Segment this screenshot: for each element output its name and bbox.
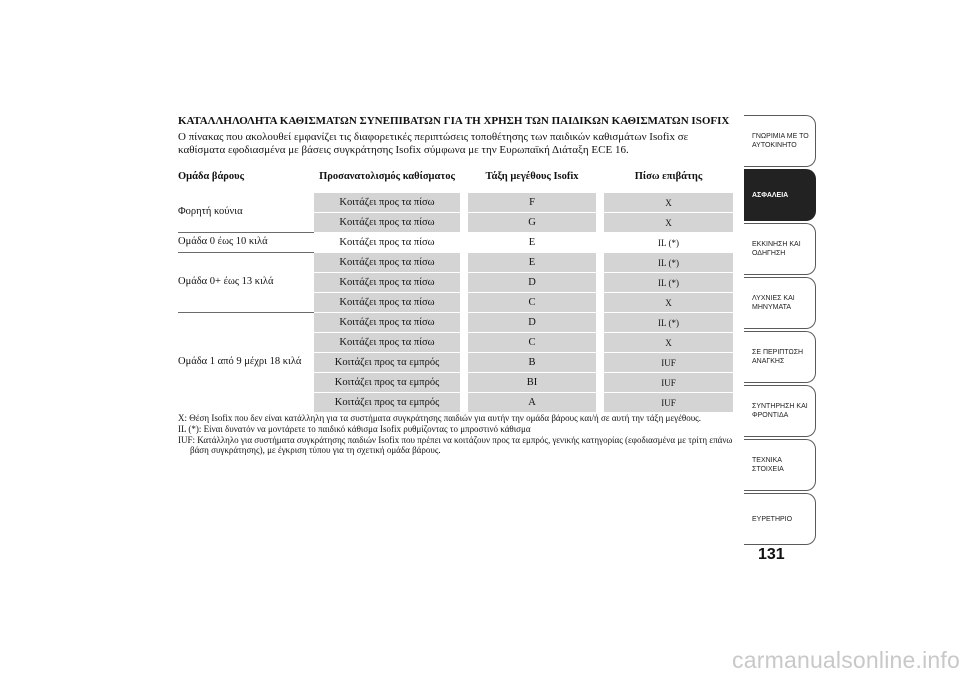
orientation-cell: Κοιτάζει προς τα πίσω <box>314 292 460 312</box>
size-cell: E <box>468 252 596 272</box>
page-title: ΚΑΤΑΛΛΗΛΟΛΗΤΑ ΚΑΘΙΣΜΑΤΩΝ ΣΥΝΕΠΙΒΑΤΩΝ ΓΙΑ ΤΗ ΧΡΗΣΗ ΤΩΝ ΠΑΙΔΙΚΩΝ ΚΑΘΙΣΜΑΤΩΝ ISOFIX <box>178 115 730 127</box>
tab-maintenance[interactable]: ΣΥΝΤΗΡΗΣΗ ΚΑΙ ΦΡΟΝΤΙΔΑ <box>744 385 816 437</box>
rear-cell: X <box>604 332 733 352</box>
rear-cell: X <box>604 292 733 312</box>
rear-cell: IUF <box>604 392 733 412</box>
size-cell: A <box>468 392 596 412</box>
rear-cell: IL (*) <box>604 272 733 292</box>
orientation-cell: Κοιτάζει προς τα πίσω <box>314 212 460 232</box>
rear-cell: X <box>604 212 733 232</box>
orientation-cell: Κοιτάζει προς τα πίσω <box>314 312 460 332</box>
weight-group-cell: Ομάδα 1 από 9 μέχρι 18 κιλά <box>178 312 314 412</box>
tab-index[interactable]: ΕΥΡΕΤΗΡΙΟ <box>744 493 816 545</box>
size-cell: C <box>468 292 596 312</box>
size-cell: G <box>468 212 596 232</box>
rear-cell: IL (*) <box>604 312 733 332</box>
header-rear-passenger: Πίσω επιβάτης <box>634 171 703 182</box>
header-weight-group: Ομάδα βάρους <box>178 171 245 182</box>
orientation-cell: Κοιτάζει προς τα πίσω <box>314 232 460 252</box>
orientation-cell: Κοιτάζει προς τα πίσω <box>314 192 460 212</box>
table-row <box>178 312 733 332</box>
table-notes <box>178 413 733 456</box>
tab-warning-lights[interactable]: ΛΥΧΝΙΕΣ ΚΑΙ ΜΗΝΥΜΑΤΑ <box>744 277 816 329</box>
table-row <box>178 252 733 272</box>
note-x: X: Θέση Isofix που δεν είναι κατάλληλη για τα συστήματα συγκράτησης παιδιών για αυτήν την ομάδα βάρους και/ή σε αυτή την τάξη μεγέθους. <box>178 413 701 423</box>
tab-emergency[interactable]: ΣΕ ΠΕΡΙΠΤΩΣΗ ΑΝΑΓΚΗΣ <box>744 331 816 383</box>
size-cell: F <box>468 192 596 212</box>
rear-cell: IUF <box>604 372 733 392</box>
orientation-cell: Κοιτάζει προς τα εμπρός <box>314 372 460 392</box>
orientation-cell: Κοιτάζει προς τα εμπρός <box>314 392 460 412</box>
table-row <box>178 232 733 252</box>
orientation-cell: Κοιτάζει προς τα πίσω <box>314 272 460 292</box>
size-cell: BI <box>468 372 596 392</box>
header-orientation: Προσανατολισμός καθίσματος <box>319 171 455 182</box>
rear-cell: IL (*) <box>604 232 733 252</box>
page-content <box>178 115 733 456</box>
size-cell: B <box>468 352 596 372</box>
weight-group-cell: Ομάδα 0+ έως 13 κιλά <box>178 252 314 312</box>
section-tabs <box>744 115 818 545</box>
size-cell: C <box>468 332 596 352</box>
weight-group-cell: Φορητή κούνια <box>178 205 243 217</box>
orientation-cell: Κοιτάζει προς τα πίσω <box>314 252 460 272</box>
size-cell: D <box>468 312 596 332</box>
page-number: 131 <box>758 546 785 563</box>
weight-group-cell: Ομάδα 0 έως 10 κιλά <box>178 232 314 252</box>
orientation-cell: Κοιτάζει προς τα πίσω <box>314 332 460 352</box>
rear-cell: IUF <box>604 352 733 372</box>
table-header-row <box>178 162 733 192</box>
size-cell: D <box>468 272 596 292</box>
watermark: carmanualsonline.info <box>732 647 960 673</box>
tab-safety[interactable]: ΑΣΦΑΛΕΙΑ <box>744 169 816 221</box>
rear-cell: X <box>604 192 733 212</box>
note-iuf: IUF: Κατάλληλο για συστήματα συγκράτησης παιδιών Isofix που πρέπει να κοιτάζουν προς τα εμπρός, γενικής κατηγορίας (εφοδιασμένα με τρίτη επάνω βάση συγκράτησης), με έγκριση τύπου για τη σχετική ομάδα βάρους. <box>178 434 733 456</box>
size-cell: E <box>468 232 596 252</box>
tab-technical-data[interactable]: ΤΕΧΝΙΚΑ ΣΤΟΙΧΕΙΑ <box>744 439 816 491</box>
tab-vehicle-intro[interactable]: ΓΝΩΡΙΜΙΑ ΜΕ ΤΟ ΑΥΤΟΚΙΝΗΤΟ <box>744 115 816 167</box>
header-size-class: Τάξη μεγέθους Isofix <box>485 171 579 182</box>
rear-cell: IL (*) <box>604 252 733 272</box>
isofix-table <box>178 162 733 412</box>
tab-starting-driving[interactable]: ΕΚΚΙΝΗΣΗ ΚΑΙ ΟΔΗΓΗΣΗ <box>744 223 816 275</box>
intro-paragraph: Ο πίνακας που ακολουθεί εμφανίζει τις διαφορετικές περιπτώσεις τοποθέτησης των παιδικών καθισμάτων Isofix σε καθίσματα εφοδιασμένα με βάσεις συγκράτησης Isofix σύμφωνα με την Ευρωπαϊκή Διάταξη ECE 16. <box>178 131 689 156</box>
orientation-cell: Κοιτάζει προς τα εμπρός <box>314 352 460 372</box>
note-il: IL (*): Είναι δυνατόν να μοντάρετε το παιδικό κάθισμα Isofix ρυθμίζοντας το μπροστινό κάθισμα <box>178 423 531 434</box>
table-row <box>178 192 733 212</box>
